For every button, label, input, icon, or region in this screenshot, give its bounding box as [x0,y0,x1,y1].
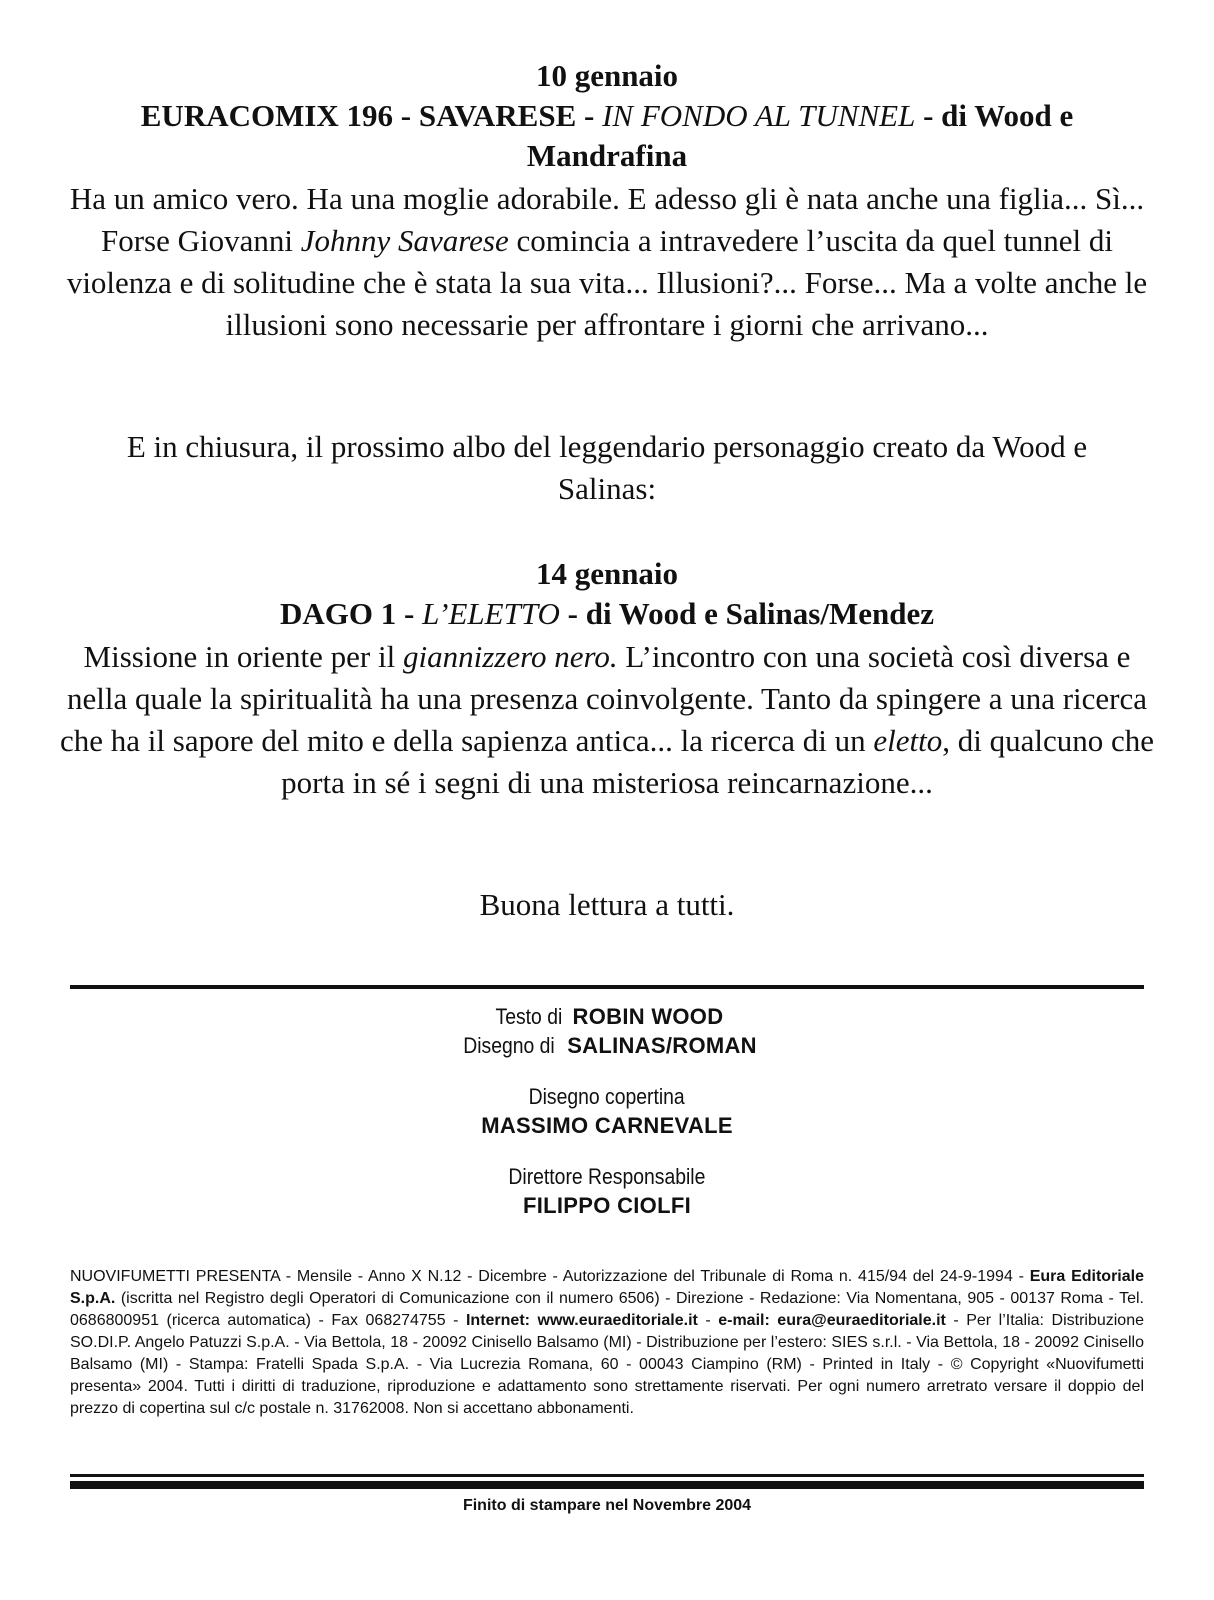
credit-line-testo: Testo di ROBIN WOOD [495,1004,724,1029]
announcement-title: EURACOMIX 196 - SAVARESE - IN FONDO AL TUNNEL - di Wood e Mandrafina [140,98,1074,173]
credit-label: Direttore Responsabile [508,1164,706,1189]
announcement-date: 14 gennaio [535,556,679,591]
divider [70,985,1144,989]
announcement-euracomix [60,56,1154,346]
sign-off: Buona lettura a tutti. [479,887,735,922]
announcement-dago [60,554,1154,804]
closing-intro: E in chiusura, il prossimo albo del leggendario personaggio creato da Wood e Salinas: [126,429,1088,506]
announcement-description: Ha un amico vero. Ha una moglie adorabile. E adesso gli è nata anche una figlia... Sì... Forse Giovanni Johnny Savarese comincia a intravedere l’uscita da quel tunnel di violenza e di solitudine che è stata la sua vita... Illusioni?... Forse... Ma a volte anche le illusioni sono necessarie per affrontare i giorni che arrivano... [66,181,1148,342]
divider-thin [70,1474,1144,1477]
credit-group-authors [0,1002,1214,1060]
announcement-title: DAGO 1 - L’ELETTO - di Wood e Salinas/Mendez [280,596,934,631]
credit-name: MASSIMO CARNEVALE [481,1113,733,1138]
credits [0,1002,1214,1242]
announcement-description: Missione in oriente per il giannizzero nero. L’incontro con una società così diversa e nella quale la spiritualità ha una presenza coinvolgente. Tanto da spingere a una ricerca che ha il sapore del mito e della sapienza antica... la ricerca di un eletto, di qualcuno che porta in sé i segni di una misteriosa reincarnazione... [60,639,1154,800]
divider-thick [70,1481,1144,1489]
print-date-footer: Finito di stampare nel Novembre 2004 [462,1497,752,1514]
credit-name: FILIPPO CIOLFI [523,1193,691,1218]
credit-group-director [0,1162,1214,1220]
credit-label: Disegno copertina [528,1084,686,1109]
credit-line-disegno: Disegno di SALINAS/ROMAN [463,1033,757,1058]
announcement-date: 10 gennaio [535,58,679,93]
credit-group-cover [0,1082,1214,1140]
imprint-text: NUOVIFUMETTI PRESENTA - Mensile - Anno X N.12 - Dicembre - Autorizzazione del Tribunale di Roma n. 415/94 del 24-9-1994 - Eura Editoriale S.p.A. (iscritta nel Registro degli Operatori di Comunicazione con il numero 6506) - Direzione - Redazione: Via Nomentana, 905 - 00137 Roma - Tel. 0686800951 (ricerca automatica) - Fax 068274755 - Internet: www.euraeditoriale.it - e-mail: eura@euraeditoriale.it - Per l’Italia: Distribuzione SO.DI.P. Angelo Patuzzi S.p.A. - Via Bettola, 18 - 20092 Cinisello Balsamo (MI) - Distribuzione per l’estero: SIES s.r.l. - Via Bettola, 18 - 20092 Cinisello Balsamo (MI) - Stampa: Fratelli Spada S.p.A. - Via Lucrezia Romana, 60 - 00043 Ciampino (RM) - Printed in Italy - © Copyright «Nuovifumetti presenta» 2004. Tutti i diritti di traduzione, riproduzione e adattamento sono strettamente riservati. Per ogni numero arretrato versare il doppio del prezzo di copertina sul c/c postale n. 31762008. Non si accettano abbonamenti. [70,1268,1145,1417]
